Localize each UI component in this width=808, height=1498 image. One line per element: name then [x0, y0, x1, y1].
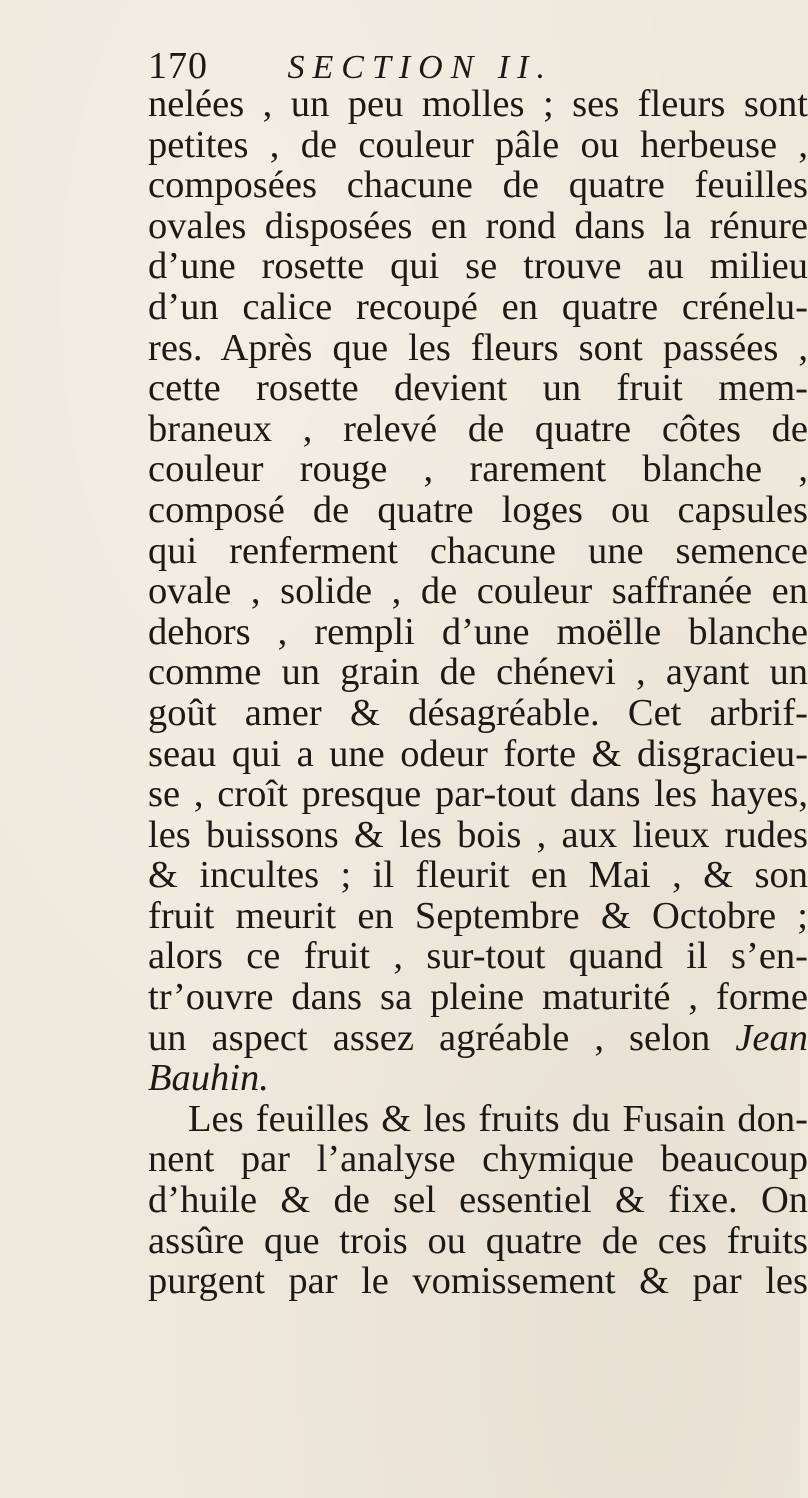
text-line	[148, 287, 808, 328]
text-line-content: dehors , rempli d’une moëlle blanche	[148, 610, 808, 653]
text-line-content: purgent par le vomissement & par les	[148, 1260, 808, 1303]
text-line	[148, 652, 808, 693]
text-line	[148, 368, 808, 409]
body-text	[148, 84, 808, 1302]
text-line-content: petites , de couleur pâle ou herbeuse ,	[148, 123, 808, 166]
text-line-content: goût amer & désagréable. Cet arbrif-	[148, 691, 808, 734]
text-line-content: Bauhin.	[148, 1057, 269, 1100]
text-line-content: les buissons & les bois , aux lieux rudes	[148, 813, 808, 856]
text-line-content: ovales disposées en rond dans la rénure	[148, 204, 808, 247]
text-line-content: composées chacune de quatre feuilles	[148, 164, 808, 207]
text-line-content: nelées , un peu molles ; ses fleurs sont	[148, 83, 808, 125]
text-line	[148, 936, 808, 977]
text-line	[148, 774, 808, 815]
text-line-content: un aspect assez agréable , selon	[148, 1016, 711, 1059]
text-line	[148, 1018, 808, 1059]
text-line	[148, 449, 808, 490]
text-line-content: d’un calice recoupé en quatre crénelu-	[148, 285, 808, 328]
text-line	[148, 84, 808, 125]
text-line	[148, 1099, 808, 1140]
text-line	[148, 246, 808, 287]
text-line	[148, 815, 808, 856]
text-line	[148, 734, 808, 775]
text-line-content: Les feuilles & les fruits du Fusain don-	[188, 1097, 808, 1140]
italic-name: Jean	[735, 1016, 808, 1059]
text-line	[148, 977, 808, 1018]
text-line-content: & incultes ; il fleurit en Mai , & son	[148, 854, 808, 897]
text-line-content: tr’ouvre dans sa pleine maturité , forme	[148, 976, 808, 1019]
text-line	[148, 165, 808, 206]
text-line	[148, 409, 808, 450]
text-line-content: braneux , relevé de quatre côtes de	[148, 407, 808, 450]
text-line-content: nent par l’analyse chymique beaucoup	[148, 1138, 808, 1181]
text-line	[148, 1221, 808, 1262]
text-line-content: seau qui a une odeur forte & disgracieu-	[148, 732, 808, 775]
text-line-content: composé de quatre loges ou capsules	[148, 488, 808, 531]
text-line	[148, 693, 808, 734]
text-line-content: d’huile & de sel essentiel & fixe. On	[148, 1179, 808, 1222]
text-line-content: alors ce fruit , sur-tout quand il s’en-	[148, 935, 808, 978]
text-line	[148, 1058, 808, 1099]
running-head: SECTION II.	[287, 49, 554, 86]
text-line-content: fruit meurit en Septembre & Octobre ;	[148, 894, 808, 937]
text-line	[148, 1261, 808, 1302]
text-line-content: cette rosette devient un fruit mem-	[148, 367, 808, 410]
text-line-content: comme un grain de chénevi , ayant un	[148, 651, 808, 694]
text-line	[148, 571, 808, 612]
text-line	[148, 206, 808, 247]
text-line	[148, 490, 808, 531]
text-line	[148, 612, 808, 653]
text-line	[148, 125, 808, 166]
text-line-content: qui renferment chacune une semence	[148, 529, 808, 572]
text-line-content: couleur rouge , rarement blanche ,	[148, 448, 808, 491]
text-line-content: se , croît presque par-tout dans les hayes,	[148, 773, 808, 816]
text-line-content: d’une rosette qui se trouve au milieu	[148, 245, 808, 288]
text-line	[148, 1139, 808, 1180]
page-number: 170	[148, 45, 208, 87]
text-line	[148, 896, 808, 937]
text-line	[148, 855, 808, 896]
text-line	[148, 1180, 808, 1221]
text-line-content: ovale , solide , de couleur saffranée en	[148, 570, 808, 613]
text-line	[148, 531, 808, 572]
text-line-content: res. Après que les fleurs sont passées ,	[148, 326, 808, 369]
text-line-content: assûre que trois ou quatre de ces fruits	[148, 1219, 808, 1262]
text-line	[148, 328, 808, 369]
